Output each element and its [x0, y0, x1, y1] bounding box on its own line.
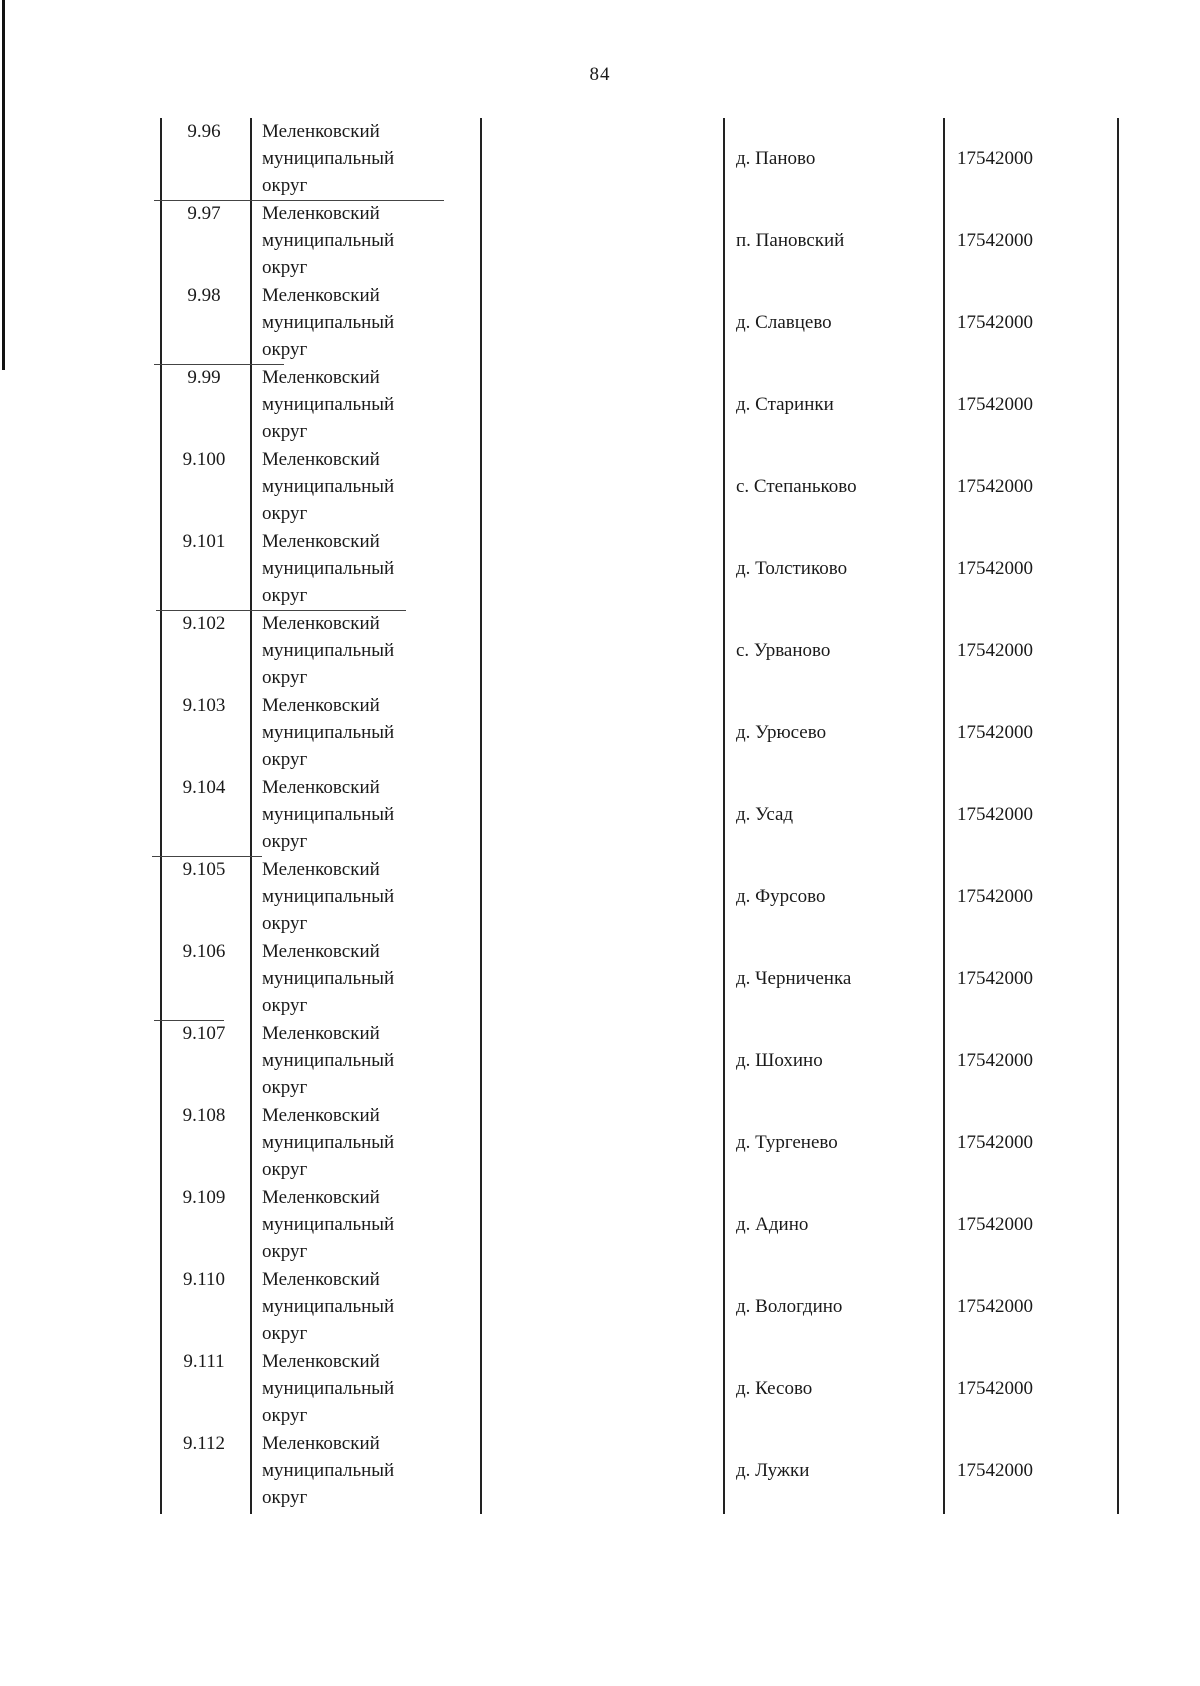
- row-number: 9.107: [182, 1023, 226, 1044]
- settlement-name: д. Толстиково: [736, 558, 848, 579]
- municipality-line: муниципальный: [262, 1378, 395, 1399]
- municipality-line: Меленковский: [262, 695, 380, 716]
- row-number: 9.110: [182, 1269, 226, 1290]
- municipality-line: Меленковский: [262, 285, 380, 306]
- row-number: 9.101: [182, 531, 226, 552]
- row-divider: [154, 200, 444, 201]
- municipality-line: округ: [262, 1487, 308, 1508]
- municipality-line: Меленковский: [262, 613, 380, 634]
- municipality-line: муниципальный: [262, 230, 395, 251]
- oktmo-code: 17542000: [957, 148, 1033, 169]
- settlement-name: д. Адино: [736, 1214, 809, 1235]
- municipality-line: муниципальный: [262, 1050, 395, 1071]
- oktmo-code: 17542000: [957, 640, 1033, 661]
- municipality-line: округ: [262, 421, 308, 442]
- settlement-name: д. Урюсево: [736, 722, 827, 743]
- row-number: 9.108: [182, 1105, 226, 1126]
- oktmo-code: 17542000: [957, 558, 1033, 579]
- municipality-line: муниципальный: [262, 1214, 395, 1235]
- row-number: 9.96: [187, 121, 221, 142]
- municipality-line: округ: [262, 257, 308, 278]
- table-row: [160, 364, 1120, 446]
- oktmo-code: 17542000: [957, 722, 1033, 743]
- row-number: 9.99: [187, 367, 221, 388]
- municipality-line: Меленковский: [262, 367, 380, 388]
- municipality-line: округ: [262, 1405, 308, 1426]
- municipality-line: муниципальный: [262, 1132, 395, 1153]
- row-number: 9.111: [183, 1351, 225, 1372]
- row-number: 9.98: [187, 285, 221, 306]
- municipality-line: Меленковский: [262, 449, 380, 470]
- table-row: [160, 856, 1120, 938]
- municipality-line: муниципальный: [262, 394, 395, 415]
- municipality-line: округ: [262, 831, 308, 852]
- municipality-line: муниципальный: [262, 886, 395, 907]
- oktmo-code: 17542000: [957, 1378, 1033, 1399]
- settlement-name: д. Тургенево: [736, 1132, 838, 1153]
- table-row: [160, 692, 1120, 774]
- settlement-name: с. Степаньково: [736, 476, 857, 497]
- municipality-line: Меленковский: [262, 1433, 380, 1454]
- municipality-cell: [262, 692, 477, 773]
- table-row: [160, 774, 1120, 856]
- municipality-line: округ: [262, 995, 308, 1016]
- row-number: 9.100: [182, 449, 226, 470]
- row-number: 9.112: [182, 1433, 226, 1454]
- municipality-cell: [262, 1348, 477, 1429]
- table-row: [160, 1266, 1120, 1348]
- settlement-name: д. Паново: [736, 148, 816, 169]
- table-row: [160, 118, 1120, 200]
- oktmo-code: 17542000: [957, 804, 1033, 825]
- row-number: 9.103: [182, 695, 226, 716]
- municipality-line: Меленковский: [262, 1023, 380, 1044]
- municipality-line: муниципальный: [262, 968, 395, 989]
- municipality-line: Меленковский: [262, 941, 380, 962]
- oktmo-code: 17542000: [957, 1132, 1033, 1153]
- municipality-line: округ: [262, 749, 308, 770]
- municipality-cell: [262, 856, 477, 937]
- municipality-line: муниципальный: [262, 804, 395, 825]
- municipality-line: округ: [262, 667, 308, 688]
- page-number: 84: [589, 64, 611, 85]
- oktmo-code: 17542000: [957, 1050, 1033, 1071]
- table-row: [160, 1348, 1120, 1430]
- table-row: [160, 1020, 1120, 1102]
- municipality-line: округ: [262, 1077, 308, 1098]
- settlement-name: д. Лужки: [736, 1460, 810, 1481]
- municipality-line: Меленковский: [262, 859, 380, 880]
- table-row: [160, 446, 1120, 528]
- oktmo-code: 17542000: [957, 476, 1033, 497]
- municipality-line: Меленковский: [262, 777, 380, 798]
- municipality-cell: [262, 1430, 477, 1511]
- row-divider: [152, 856, 262, 857]
- municipality-line: муниципальный: [262, 1296, 395, 1317]
- municipality-line: округ: [262, 1323, 308, 1344]
- oktmo-code: 17542000: [957, 230, 1033, 251]
- table-row: [160, 1184, 1120, 1266]
- settlement-name: д. Славцево: [736, 312, 832, 333]
- settlement-name: п. Пановский: [736, 230, 845, 251]
- settlement-name: д. Фурсово: [736, 886, 826, 907]
- row-divider: [154, 1020, 224, 1021]
- settlements-table: [160, 118, 1120, 1514]
- settlement-name: с. Урваново: [736, 640, 831, 661]
- table-row: [160, 610, 1120, 692]
- municipality-cell: [262, 938, 477, 1019]
- municipality-cell: [262, 1184, 477, 1265]
- municipality-cell: [262, 118, 477, 199]
- municipality-line: Меленковский: [262, 203, 380, 224]
- oktmo-code: 17542000: [957, 1296, 1033, 1317]
- municipality-line: муниципальный: [262, 148, 395, 169]
- municipality-line: округ: [262, 1159, 308, 1180]
- row-number: 9.105: [182, 859, 226, 880]
- municipality-line: округ: [262, 503, 308, 524]
- municipality-cell: [262, 1102, 477, 1183]
- settlement-name: д. Шохино: [736, 1050, 823, 1071]
- table-row: [160, 1102, 1120, 1184]
- settlement-name: д. Усад: [736, 804, 794, 825]
- municipality-line: муниципальный: [262, 722, 395, 743]
- municipality-cell: [262, 610, 477, 691]
- municipality-line: округ: [262, 1241, 308, 1262]
- settlement-name: д. Кесово: [736, 1378, 813, 1399]
- settlement-name: д. Черниченка: [736, 968, 852, 989]
- municipality-cell: [262, 774, 477, 855]
- municipality-line: муниципальный: [262, 640, 395, 661]
- municipality-line: округ: [262, 339, 308, 360]
- binding-mark: [2, 0, 5, 370]
- table-row: [160, 528, 1120, 610]
- municipality-cell: [262, 1020, 477, 1101]
- municipality-line: Меленковский: [262, 1187, 380, 1208]
- table-row: [160, 938, 1120, 1020]
- table-row: [160, 282, 1120, 364]
- oktmo-code: 17542000: [957, 1214, 1033, 1235]
- municipality-line: Меленковский: [262, 1351, 380, 1372]
- row-number: 9.109: [182, 1187, 226, 1208]
- municipality-cell: [262, 200, 477, 281]
- oktmo-code: 17542000: [957, 394, 1033, 415]
- municipality-cell: [262, 528, 477, 609]
- oktmo-code: 17542000: [957, 968, 1033, 989]
- municipality-line: Меленковский: [262, 531, 380, 552]
- municipality-line: Меленковский: [262, 1105, 380, 1126]
- municipality-cell: [262, 282, 477, 363]
- settlement-name: д. Старинки: [736, 394, 834, 415]
- municipality-line: Меленковский: [262, 1269, 380, 1290]
- municipality-cell: [262, 364, 477, 445]
- table-row: [160, 1430, 1120, 1512]
- municipality-line: муниципальный: [262, 558, 395, 579]
- row-divider: [154, 364, 284, 365]
- row-number: 9.97: [187, 203, 221, 224]
- municipality-cell: [262, 446, 477, 527]
- municipality-line: муниципальный: [262, 312, 395, 333]
- row-divider: [156, 610, 406, 611]
- municipality-line: Меленковский: [262, 121, 380, 142]
- oktmo-code: 17542000: [957, 886, 1033, 907]
- oktmo-code: 17542000: [957, 312, 1033, 333]
- municipality-line: округ: [262, 175, 308, 196]
- municipality-line: муниципальный: [262, 476, 395, 497]
- oktmo-code: 17542000: [957, 1460, 1033, 1481]
- municipality-line: округ: [262, 913, 308, 934]
- table-row: [160, 200, 1120, 282]
- municipality-line: округ: [262, 585, 308, 606]
- row-number: 9.106: [182, 941, 226, 962]
- row-number: 9.104: [182, 777, 226, 798]
- row-number: 9.102: [182, 613, 226, 634]
- municipality-cell: [262, 1266, 477, 1347]
- municipality-line: муниципальный: [262, 1460, 395, 1481]
- settlement-name: д. Вологдино: [736, 1296, 843, 1317]
